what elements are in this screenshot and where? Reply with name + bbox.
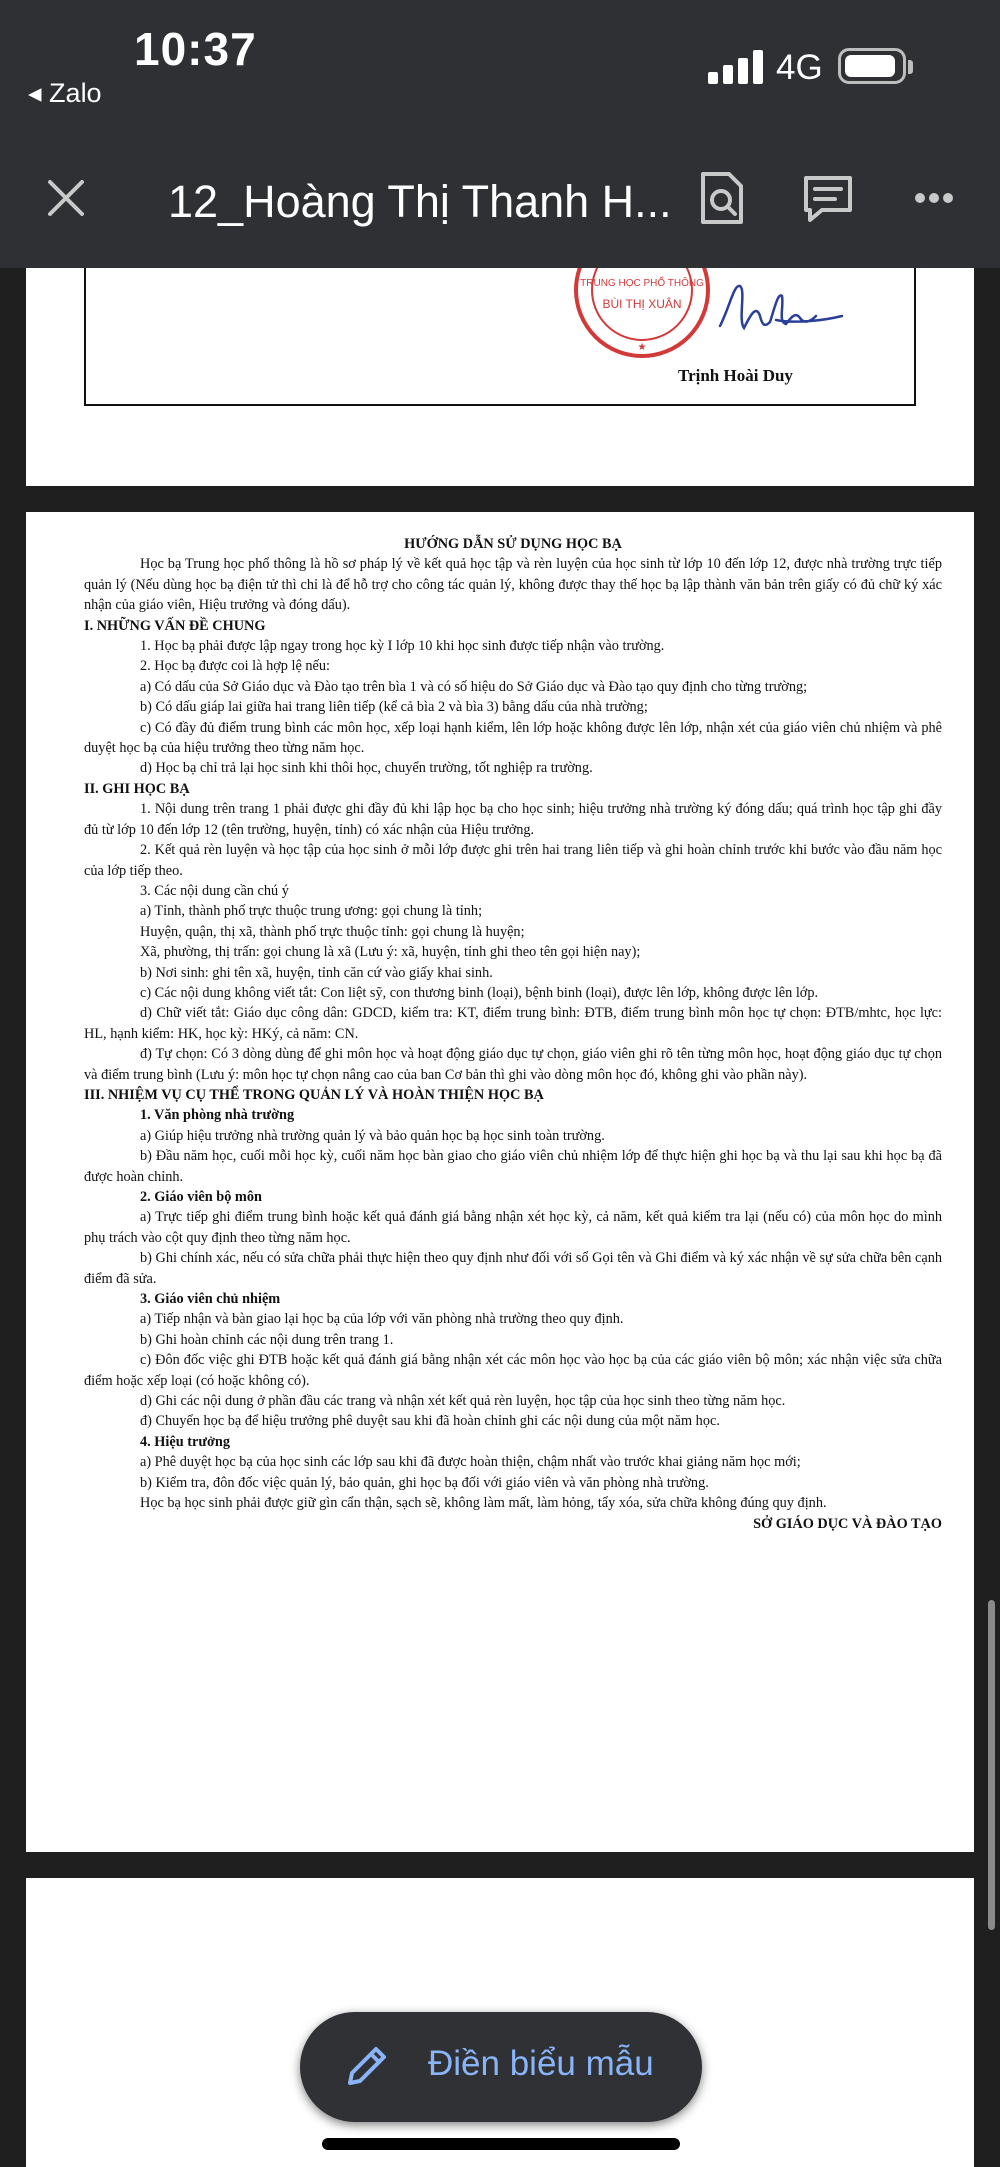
guide-line: a) Trực tiếp ghi điểm trung bình hoặc kết quả đánh giá bằng nhận xét học kỳ, cả năm, kết quả kiểm tra lại (nếu có) của môn học do mình phụ trách vào cột quy định theo từng năm học. xyxy=(84,1209,942,1246)
more-icon[interactable] xyxy=(914,190,954,206)
school-stamp-icon xyxy=(572,268,712,366)
guide-line: a) Tiếp nhận và bàn giao lại học bạ của lớp với văn phòng nhà trường theo quy định. xyxy=(140,1311,624,1328)
section-heading: I. NHỮNG VẤN ĐỀ CHUNG xyxy=(84,617,266,634)
cellular-signal-icon xyxy=(708,50,764,84)
guide-line: b) Có dấu giáp lai giữa hai trang liên tiếp (kể cả bìa 2 và bìa 3) bằng dấu của nhà trường; xyxy=(140,699,648,716)
guide-line: 2. Kết quả rèn luyện và học tập của học sinh ở mỗi lớp được ghi trên hai trang liên tiếp và ghi hoàn chỉnh trước khi bước vào đầu năm học của lớp tiếp theo. xyxy=(84,842,942,879)
section-heading: II. GHI HỌC BẠ xyxy=(84,780,190,797)
guide-title: HƯỚNG DẪN SỬ DỤNG HỌC BẠ xyxy=(404,536,622,552)
guide-line: b) Kiểm tra, đôn đốc việc quản lý, bảo quản, ghi học bạ đối với giáo viên và văn phòng nhà trường. xyxy=(140,1474,709,1491)
guide-line: b) Nơi sinh: ghi tên xã, huyện, tỉnh căn cứ vào giấy khai sinh. xyxy=(140,964,493,981)
guide-line: 1. Nội dung trên trang 1 phải được ghi đầy đủ khi lập học bạ cho học sinh; hiệu trưởng nhà trường ký đóng dấu; quá trình học tập ghi đầy đủ từ lớp 10 đến lớp 12 (tên trường, huyện, tỉnh) có xác nhận của Hiệu trưởng. xyxy=(84,801,942,838)
status-bar xyxy=(0,0,1000,130)
guide-line: b) Ghi chính xác, nếu có sửa chữa phải thực hiện theo quy định như đối với sổ Gọi tên và Ghi điểm và ký xác nhận về sự sửa chữa bên cạnh điểm đã sửa. xyxy=(84,1250,942,1287)
guide-line: b) Đầu năm học, cuối mỗi học kỳ, cuối năm học bàn giao cho giáo viên chủ nhiệm lớp để thực hiện ghi học bạ và thu lại sau khi học bạ đã được hoàn chỉnh. xyxy=(84,1148,942,1185)
guide-line: b) Ghi hoàn chỉnh các nội dung trên trang 1. xyxy=(140,1331,394,1348)
guide-line: đ) Chuyển học bạ để hiệu trưởng phê duyệt sau khi đã hoàn chỉnh ghi các nội dung của một năm học. xyxy=(140,1413,720,1430)
status-time: 10:37 xyxy=(134,23,257,75)
subsection-heading: 3. Giáo viên chủ nhiệm xyxy=(140,1291,281,1308)
back-to-app-link[interactable]: ◂ Zalo xyxy=(28,78,102,108)
guide-line: a) Tỉnh, thành phố trực thuộc trung ương: gọi chung là tỉnh; xyxy=(140,903,483,920)
fill-form-label: Điền biểu mẫu xyxy=(428,2044,654,2083)
guide-line: Xã, phường, thị trấn: gọi chung là xã (Lưu ý: xã, huyện, tỉnh ghi theo tên gọi hiện nay); xyxy=(140,944,641,961)
fill-form-button[interactable] xyxy=(300,2012,702,2122)
guide-text xyxy=(84,534,942,1534)
guide-line: d) Chữ viết tắt: Giáo dục công dân: GDCD, kiểm tra: KT, điểm trung bình: ĐTB, điểm trung bình môn học tự chọn: ĐTB/mhtc, học lực: HL, hạnh kiểm: HK, học kỳ: HKý, cả năm: CN. xyxy=(84,1005,942,1042)
guide-line: Học bạ học sinh phải được giữ gìn cẩn thận, sạch sẽ, không làm mất, làm hỏng, tẩy xóa, sửa chữa không đúng quy định. xyxy=(140,1495,827,1512)
guide-line: c) Đôn đốc việc ghi ĐTB hoặc kết quả đánh giá bằng nhận xét các môn học vào học bạ của các giáo viên bộ môn; xác nhận việc sửa chữa điểm hoặc xếp loại (có hoặc không có). xyxy=(84,1352,942,1389)
network-type: 4G xyxy=(776,48,823,87)
guide-line: d) Học bạ chỉ trả lại học sinh khi thôi học, chuyển trường, tốt nghiệp ra trường. xyxy=(140,760,593,777)
svg-text:BÙI THỊ XUÂN: BÙI THỊ XUÂN xyxy=(602,297,682,311)
comment-icon[interactable] xyxy=(802,174,854,224)
svg-text:★: ★ xyxy=(637,342,647,353)
guide-line: c) Có đầy đủ điểm trung bình các môn học, xếp loại hạnh kiểm, lên lớp hoặc không được lên lớp, nhận xét của giáo viên chủ nhiệm và phê duyệt học bạ của hiệu trưởng theo từng năm học. xyxy=(84,719,942,757)
document-page-guide xyxy=(26,512,974,1852)
guide-line: a) Có dấu của Sở Giáo dục và Đào tạo trên bìa 1 và có số hiệu do Sở Giáo dục và Đào tạo quy định cho từng trường; xyxy=(140,678,808,695)
subsection-heading: 2. Giáo viên bộ môn xyxy=(140,1189,262,1205)
guide-line: d) Ghi các nội dung ở phần đầu các trang và nhận xét kết quả rèn luyện, học tập của học sinh theo từng năm học. xyxy=(140,1393,786,1410)
svg-text:TRUNG HỌC PHỔ THÔNG: TRUNG HỌC PHỔ THÔNG xyxy=(580,278,704,289)
guide-line: c) Các nội dung không viết tắt: Con liệt sỹ, con thương binh (loại), bệnh binh (loại), được lên lớp, không được lên lớp. xyxy=(140,984,819,1001)
guide-intro: Học bạ Trung học phổ thông là hồ sơ pháp lý về kết quả học tập và rèn luyện của học sinh từ lớp 10 đến lớp 12, được nhà trường trực tiếp quản lý (Nếu dùng học bạ điện tử thì chỉ là để hỗ trợ cho công tác quản lý, không được thay thế học bạ lập thành văn bản trên giấy có đủ chữ ký xác nhận của giáo viên, Hiệu trưởng và đóng dấu). xyxy=(84,556,942,614)
guide-line: a) Phê duyệt học bạ của học sinh các lớp sau khi đã được hoàn thiện, chậm nhất vào trước khai giảng năm học mới; xyxy=(140,1454,801,1471)
guide-line: a) Giúp hiệu trưởng nhà trường quản lý và bảo quản học bạ học sinh toàn trường. xyxy=(140,1127,605,1144)
home-indicator[interactable] xyxy=(322,2138,680,2150)
document-page-previous xyxy=(26,268,974,486)
guide-line: 2. Học bạ được coi là hợp lệ nếu: xyxy=(140,658,331,675)
guide-footer: SỞ GIÁO DỤC VÀ ĐÀO TẠO xyxy=(753,1515,942,1532)
document-search-icon[interactable] xyxy=(697,170,745,226)
document-toolbar xyxy=(0,130,1000,268)
handwritten-signature xyxy=(716,276,846,346)
scrollbar[interactable] xyxy=(988,1600,995,1930)
guide-line: 1. Học bạ phải được lập ngay trong học kỳ I lớp 10 khi học sinh được tiếp nhận vào trường. xyxy=(140,638,665,655)
subsection-heading: 4. Hiệu trưởng xyxy=(140,1433,230,1450)
section-heading: III. NHIỆM VỤ CỤ THỂ TRONG QUẢN LÝ VÀ HOÀN THIỆN HỌC BẠ xyxy=(84,1086,544,1103)
signer-name: Trịnh Hoài Duy xyxy=(678,366,793,385)
subsection-heading: 1. Văn phòng nhà trường xyxy=(140,1107,295,1124)
pencil-icon xyxy=(344,2043,390,2089)
signature-box xyxy=(84,268,916,406)
guide-line: Huyện, quận, thị xã, thành phố trực thuộc tỉnh: gọi chung là huyện; xyxy=(140,923,525,940)
guide-line: đ) Tự chọn: Có 3 dòng dùng để ghi môn học và hoạt động giáo dục tự chọn, giáo viên ghi rõ tên từng môn học, hoạt động giáo dục tự chọn và điểm trung bình (Lưu ý: môn học tự chọn nâng cao của ban Cơ bản thì ghi vào dòng môn học đó, không ghi vào phần này). xyxy=(84,1046,942,1083)
battery-icon xyxy=(838,48,906,84)
close-icon[interactable] xyxy=(42,174,90,222)
document-title: 12_Hoàng Thị Thanh H... xyxy=(168,176,672,227)
guide-line: 3. Các nội dung cần chú ý xyxy=(140,882,289,899)
